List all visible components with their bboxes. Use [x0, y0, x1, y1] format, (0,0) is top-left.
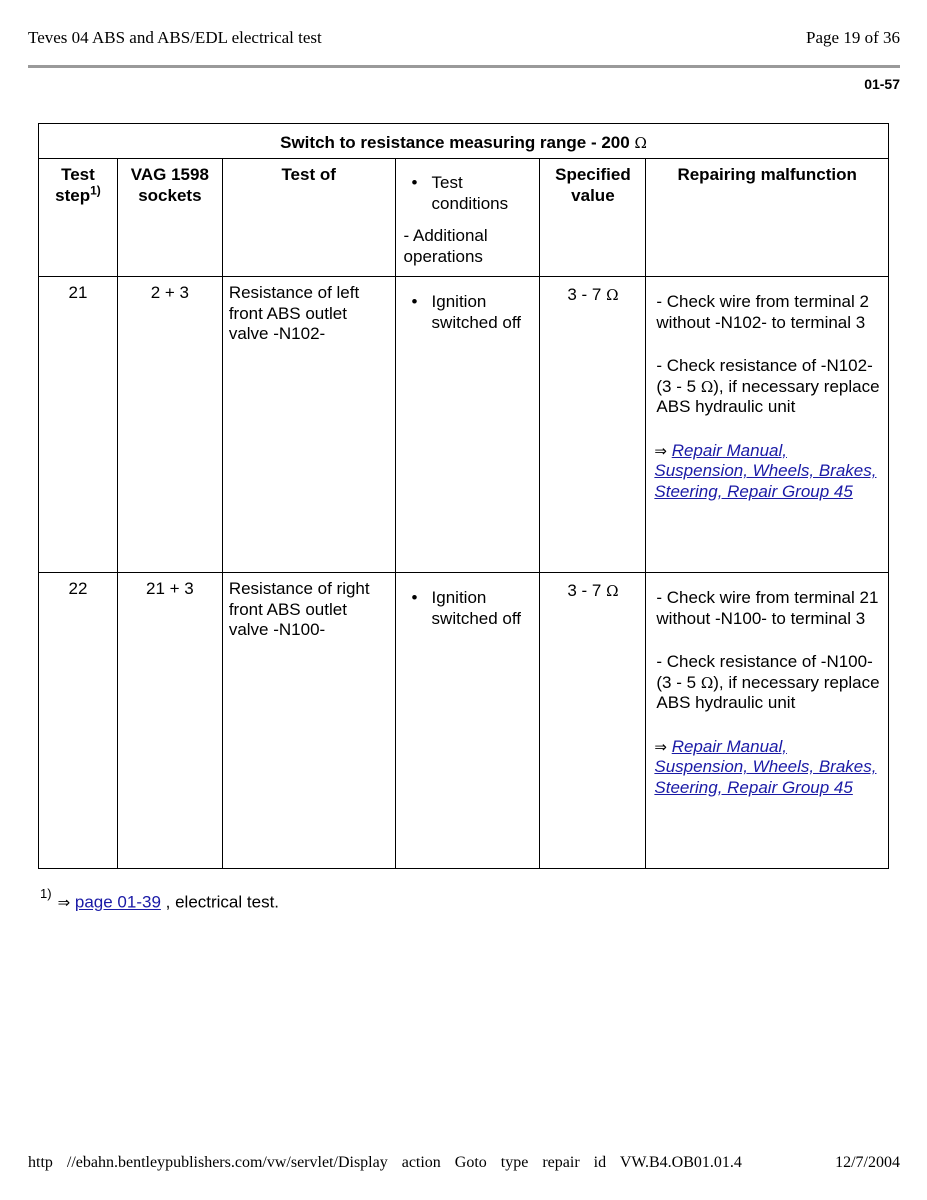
row-condition	[395, 573, 540, 869]
col-specified: Specified value	[540, 159, 646, 277]
col-test-of: Test of	[222, 159, 395, 277]
spec-value: 3 - 7	[567, 285, 602, 304]
row-repair	[646, 573, 889, 869]
ohm-symbol: Ω	[606, 582, 619, 600]
repair-manual-reference	[652, 441, 880, 503]
col-sockets: VAG 1598 sockets	[117, 159, 222, 277]
repair-resistance-text: - Check resistance of -N100- (3 - 5	[656, 652, 873, 692]
row-test-step: 21	[39, 277, 118, 573]
section-code: 01-57	[864, 76, 900, 92]
repair-resistance-text-end: ), if necessary replace ABS hydraulic unit	[656, 376, 880, 416]
repair-step-resistance	[654, 652, 880, 714]
arrow-right-icon: ⇒	[654, 441, 667, 460]
repair-step-wire: - Check wire from terminal 2 without -N102- to terminal 3	[656, 292, 869, 332]
row-test-of: Resistance of right front ABS outlet valve -N100-	[222, 573, 395, 869]
footnote-text: , electrical test.	[165, 892, 280, 912]
document-title: Teves 04 ABS and ABS/EDL electrical test	[28, 28, 322, 47]
resistance-test-table	[38, 123, 889, 869]
table-row	[39, 573, 889, 869]
footnote	[40, 886, 280, 913]
repair-manual-link[interactable]: Repair Manual, Suspension, Wheels, Brakes, Steering, Repair Group 45	[654, 736, 877, 797]
range-title-text: Switch to resistance measuring range - 200	[280, 133, 630, 152]
page-reference-link[interactable]: page 01-39	[74, 892, 161, 912]
measuring-range-title	[39, 124, 889, 159]
range-header-row	[39, 124, 889, 159]
condition-bullet: • Ignition switched off	[404, 292, 534, 333]
table-row	[39, 277, 889, 573]
col-test-step	[39, 159, 118, 277]
ohm-symbol: Ω	[700, 673, 714, 692]
col-additional-label: - Additional operations	[403, 226, 488, 266]
ohm-symbol: Ω	[606, 286, 619, 304]
repair-step-wire: - Check wire from terminal 21 without -N100- to terminal 3	[656, 588, 879, 628]
repair-step-resistance	[654, 356, 880, 418]
row-repair	[646, 277, 889, 573]
row-condition	[395, 277, 540, 573]
row-sockets: 21 + 3	[117, 573, 222, 869]
row-specified-value	[540, 573, 646, 869]
header-divider	[28, 65, 900, 68]
col-repair: Repairing malfunction	[646, 159, 889, 277]
row-test-of: Resistance of left front ABS outlet valve -N102-	[222, 277, 395, 573]
arrow-right-icon: ⇒	[654, 737, 667, 756]
footnote-ref: 1)	[90, 182, 101, 197]
col-conditions	[395, 159, 540, 277]
repair-manual-link[interactable]: Repair Manual, Suspension, Wheels, Brakes, Steering, Repair Group 45	[654, 440, 877, 501]
page-number: Page 19 of 36	[806, 28, 900, 47]
row-specified-value	[540, 277, 646, 573]
repair-resistance-text: - Check resistance of -N102- (3 - 5	[656, 356, 873, 396]
column-header-row	[39, 159, 889, 277]
ohm-symbol: Ω	[634, 134, 647, 152]
print-date: 12/7/2004	[835, 1154, 900, 1171]
arrow-right-icon: ⇒	[57, 893, 71, 912]
page-header	[28, 28, 900, 50]
col-conditions-bullet: • Test conditions	[404, 173, 534, 214]
row-sockets: 2 + 3	[117, 277, 222, 573]
col-test-step-label: Test step	[55, 165, 95, 205]
footnote-mark: 1)	[40, 886, 52, 901]
ohm-symbol: Ω	[700, 377, 714, 396]
source-url: http //ebahn.bentleypublishers.com/vw/servlet/Display action Goto type repair id VW.B4.OB01.01.4	[28, 1154, 742, 1171]
row-test-step: 22	[39, 573, 118, 869]
condition-bullet: • Ignition switched off	[404, 588, 534, 629]
repair-manual-reference	[652, 737, 880, 799]
spec-value: 3 - 7	[567, 581, 602, 600]
repair-resistance-text-end: ), if necessary replace ABS hydraulic unit	[656, 672, 880, 712]
